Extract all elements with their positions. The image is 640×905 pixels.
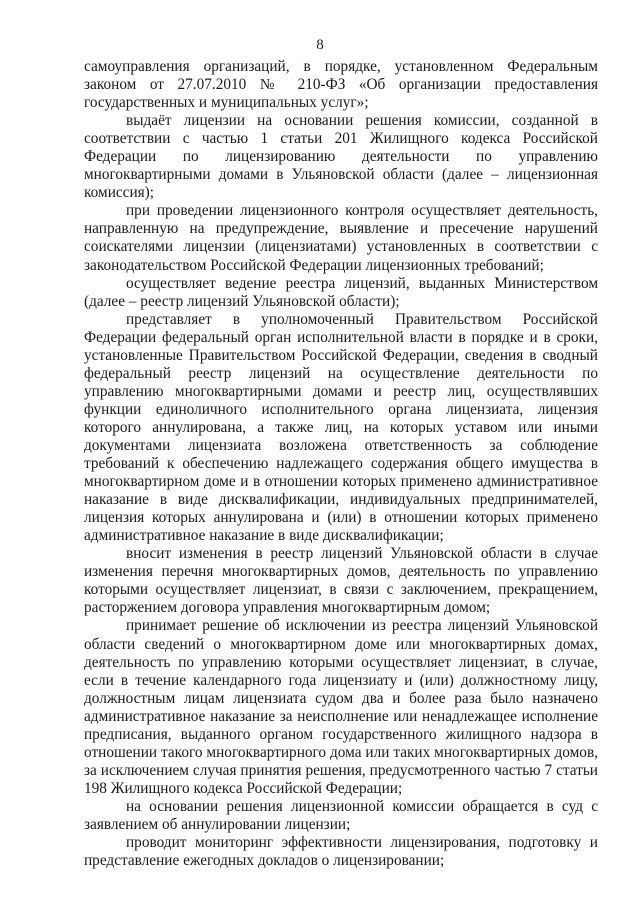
- paragraph: при проведении лицензионного контроля осуществляет деятельность, направленную на предупреждение, выявление и пресечение нарушений соискателями лицензии (лицензиатами) установленных в соответствии с законодательством Российской Федерации лицензионных требований;: [84, 202, 598, 274]
- document-body: [84, 58, 598, 870]
- paragraph: вносит изменения в реестр лицензий Ульяновской области в случае изменения перечня многоквартирных домов, деятельность по управлению которыми осуществляет лицензиат, в связи с заключением, прекращением, расторжением договора управления многоквартирным домом;: [84, 545, 598, 617]
- page-number: 8: [316, 37, 324, 53]
- paragraph: самоуправления организаций, в порядке, установленном Федеральным законом от 27.07.2010 № 210-ФЗ «Об организации предоставления государственных и муниципальных услуг»;: [84, 58, 598, 112]
- paragraph: представляет в уполномоченный Правительством Российской Федерации федеральный орган исполнительной власти в порядке и в сроки, установленные Правительством Российской Федерации, сведения в сводный федеральный реестр лицензий на осуществление деятельности по управлению многоквартирными домами и реестр лиц, осуществлявших функции единоличного исполнительного органа лицензиата, лицензия которого аннулирована, а также лиц, на которых уставом или иными документами лицензиата возложена ответственность за соблюдение требований к обеспечению надлежащего содержания общего имущества в многоквартирном доме и в отношении которых применено административное наказание в виде дисквалификации, индивидуальных предпринимателей, лицензия которых аннулирована и (или) в отношении которых применено административное наказание в виде дисквалификации;: [84, 310, 598, 545]
- paragraph: на основании решения лицензионной комиссии обращается в суд с заявлением об аннулировании лицензии;: [84, 797, 598, 833]
- paragraph: осуществляет ведение реестра лицензий, выданных Министерством (далее – реестр лицензий Ульяновской области);: [84, 274, 598, 310]
- paragraph: проводит мониторинг эффективности лицензирования, подготовку и представление ежегодных докладов о лицензировании;: [84, 834, 598, 870]
- paragraph: принимает решение об исключении из реестра лицензий Ульяновской области сведений о многоквартирном доме или многоквартирных домах, деятельность по управлению которыми осуществляет лицензиат, в случае, если в течение календарного года лицензиату и (или) должностному лицу, должностным лицам лицензиата судом два и более раза было назначено административное наказание за неисполнение или ненадлежащее исполнение предписания, выданного органом государственного жилищного надзора в отношении такого многоквартирного дома или таких многоквартирных домов, за исключением случая принятия решения, предусмотренного частью 7 статьи 198 Жилищного кодекса Российской Федерации;: [84, 617, 598, 797]
- paragraph: выдаёт лицензии на основании решения комиссии, созданной в соответствии с частью 1 статьи 201 Жилищного кодекса Российской Федерации по лицензированию деятельности по управлению многоквартирными домами в Ульяновской области (далее – лицензионная комиссия);: [84, 112, 598, 202]
